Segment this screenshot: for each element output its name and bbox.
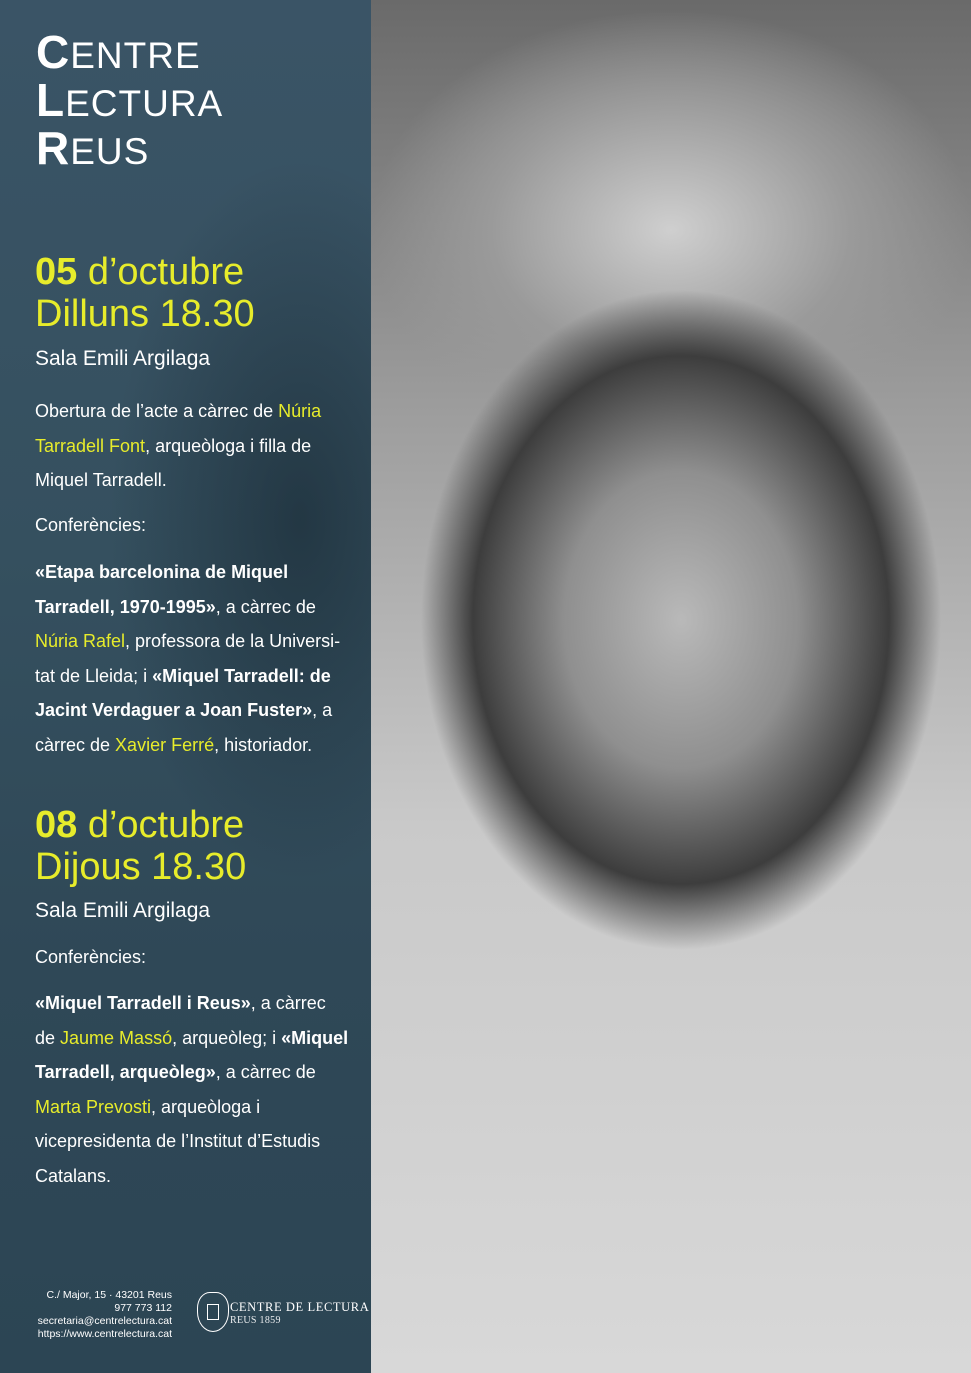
- event1-month: d’octubre: [77, 251, 245, 293]
- website-link[interactable]: https://www.centrelectura.cat: [37, 1328, 172, 1340]
- event2-talk1-post: , arqueòleg; i: [172, 1027, 282, 1048]
- event1-opening: [35, 394, 350, 498]
- event2-talks: [35, 986, 350, 1193]
- event1-talk1-mid: , a càrrec de: [215, 596, 316, 617]
- seal-name: CENTRE DE LECTURA: [230, 1300, 370, 1314]
- logo-initial-l: L: [36, 74, 66, 126]
- event1-talks: [35, 555, 350, 762]
- event2-date: [35, 804, 246, 888]
- event2-talk1-speaker: Jaume Massó: [60, 1027, 173, 1048]
- address: C./ Major, 15 · 43201 Reus: [46, 1289, 172, 1301]
- event2-conf-label: Conferències:: [35, 947, 147, 967]
- logo-word-1: ENTRE: [70, 35, 201, 76]
- seal-icon: [197, 1292, 229, 1332]
- event1-conf-label: Conferències:: [35, 515, 147, 535]
- portrait-photo: [371, 0, 971, 1373]
- logo-initial-c: C: [36, 26, 71, 78]
- logo-word-3: EUS: [70, 131, 150, 172]
- event2-venue: Sala Emili Argilaga: [35, 899, 211, 922]
- phone: 977 773 112: [114, 1302, 172, 1314]
- event1-talk2-mid: , a càrrec de: [35, 700, 333, 755]
- event1-opening-post: , arqueòloga i filla de Miquel Tarradell.: [35, 435, 312, 490]
- email-link[interactable]: secretaria@centrelectura.cat: [37, 1315, 172, 1327]
- contact-info: [22, 1289, 172, 1341]
- event2-talk2-mid: , a càrrec de: [215, 1062, 316, 1082]
- event1-date: [35, 251, 255, 335]
- event1-opening-name: Núria Tarradell Font: [35, 401, 322, 456]
- event1-venue: Sala Emili Argilaga: [35, 347, 211, 370]
- event1-talk2-post: , historiador.: [214, 734, 313, 755]
- event1-talk1-post: , professora de la Universi-tat de Lleida; i: [35, 631, 341, 686]
- event2-month: d’octubre: [77, 804, 245, 846]
- event1-opening-pre: Obertura de l’acte a càrrec de: [35, 401, 279, 421]
- event2-talk2-title: «Miquel Tarradell, arqueòleg»: [35, 1027, 349, 1082]
- seal-text: [230, 1300, 369, 1328]
- event2-talk2-speaker: Marta Prevosti: [35, 1096, 152, 1117]
- event2-time: Dijous 18.30: [35, 846, 247, 888]
- event2-talk1-title: «Miquel Tarradell i Reus»: [35, 993, 251, 1013]
- event1-talk1-title: «Etapa barcelonina de Miquel Tarradell, 1970-1995»: [35, 562, 289, 617]
- centre-lectura-logo: [36, 26, 224, 174]
- event2-talk2-post: , arqueòloga i vicepresidenta de l’Institut d’Estudis Catalans.: [35, 1096, 321, 1186]
- event1-talk1-speaker: Núria Rafel: [35, 631, 126, 651]
- event1-talk2-title: «Miquel Tarradell: de Jacint Verdaguer a Joan Fuster»: [35, 665, 331, 720]
- event1-time: Dilluns 18.30: [35, 293, 255, 335]
- event2-day: 08: [35, 804, 78, 846]
- logo-initial-r: R: [36, 122, 71, 174]
- info-panel: [0, 0, 371, 1373]
- event2-talk1-mid: , a càrrec de: [35, 993, 326, 1048]
- event1-day: 05: [35, 251, 78, 293]
- event1-talk2-speaker: Xavier Ferré: [115, 734, 215, 755]
- seal-sub: REUS 1859: [230, 1315, 281, 1326]
- logo-word-2: ECTURA: [65, 83, 224, 124]
